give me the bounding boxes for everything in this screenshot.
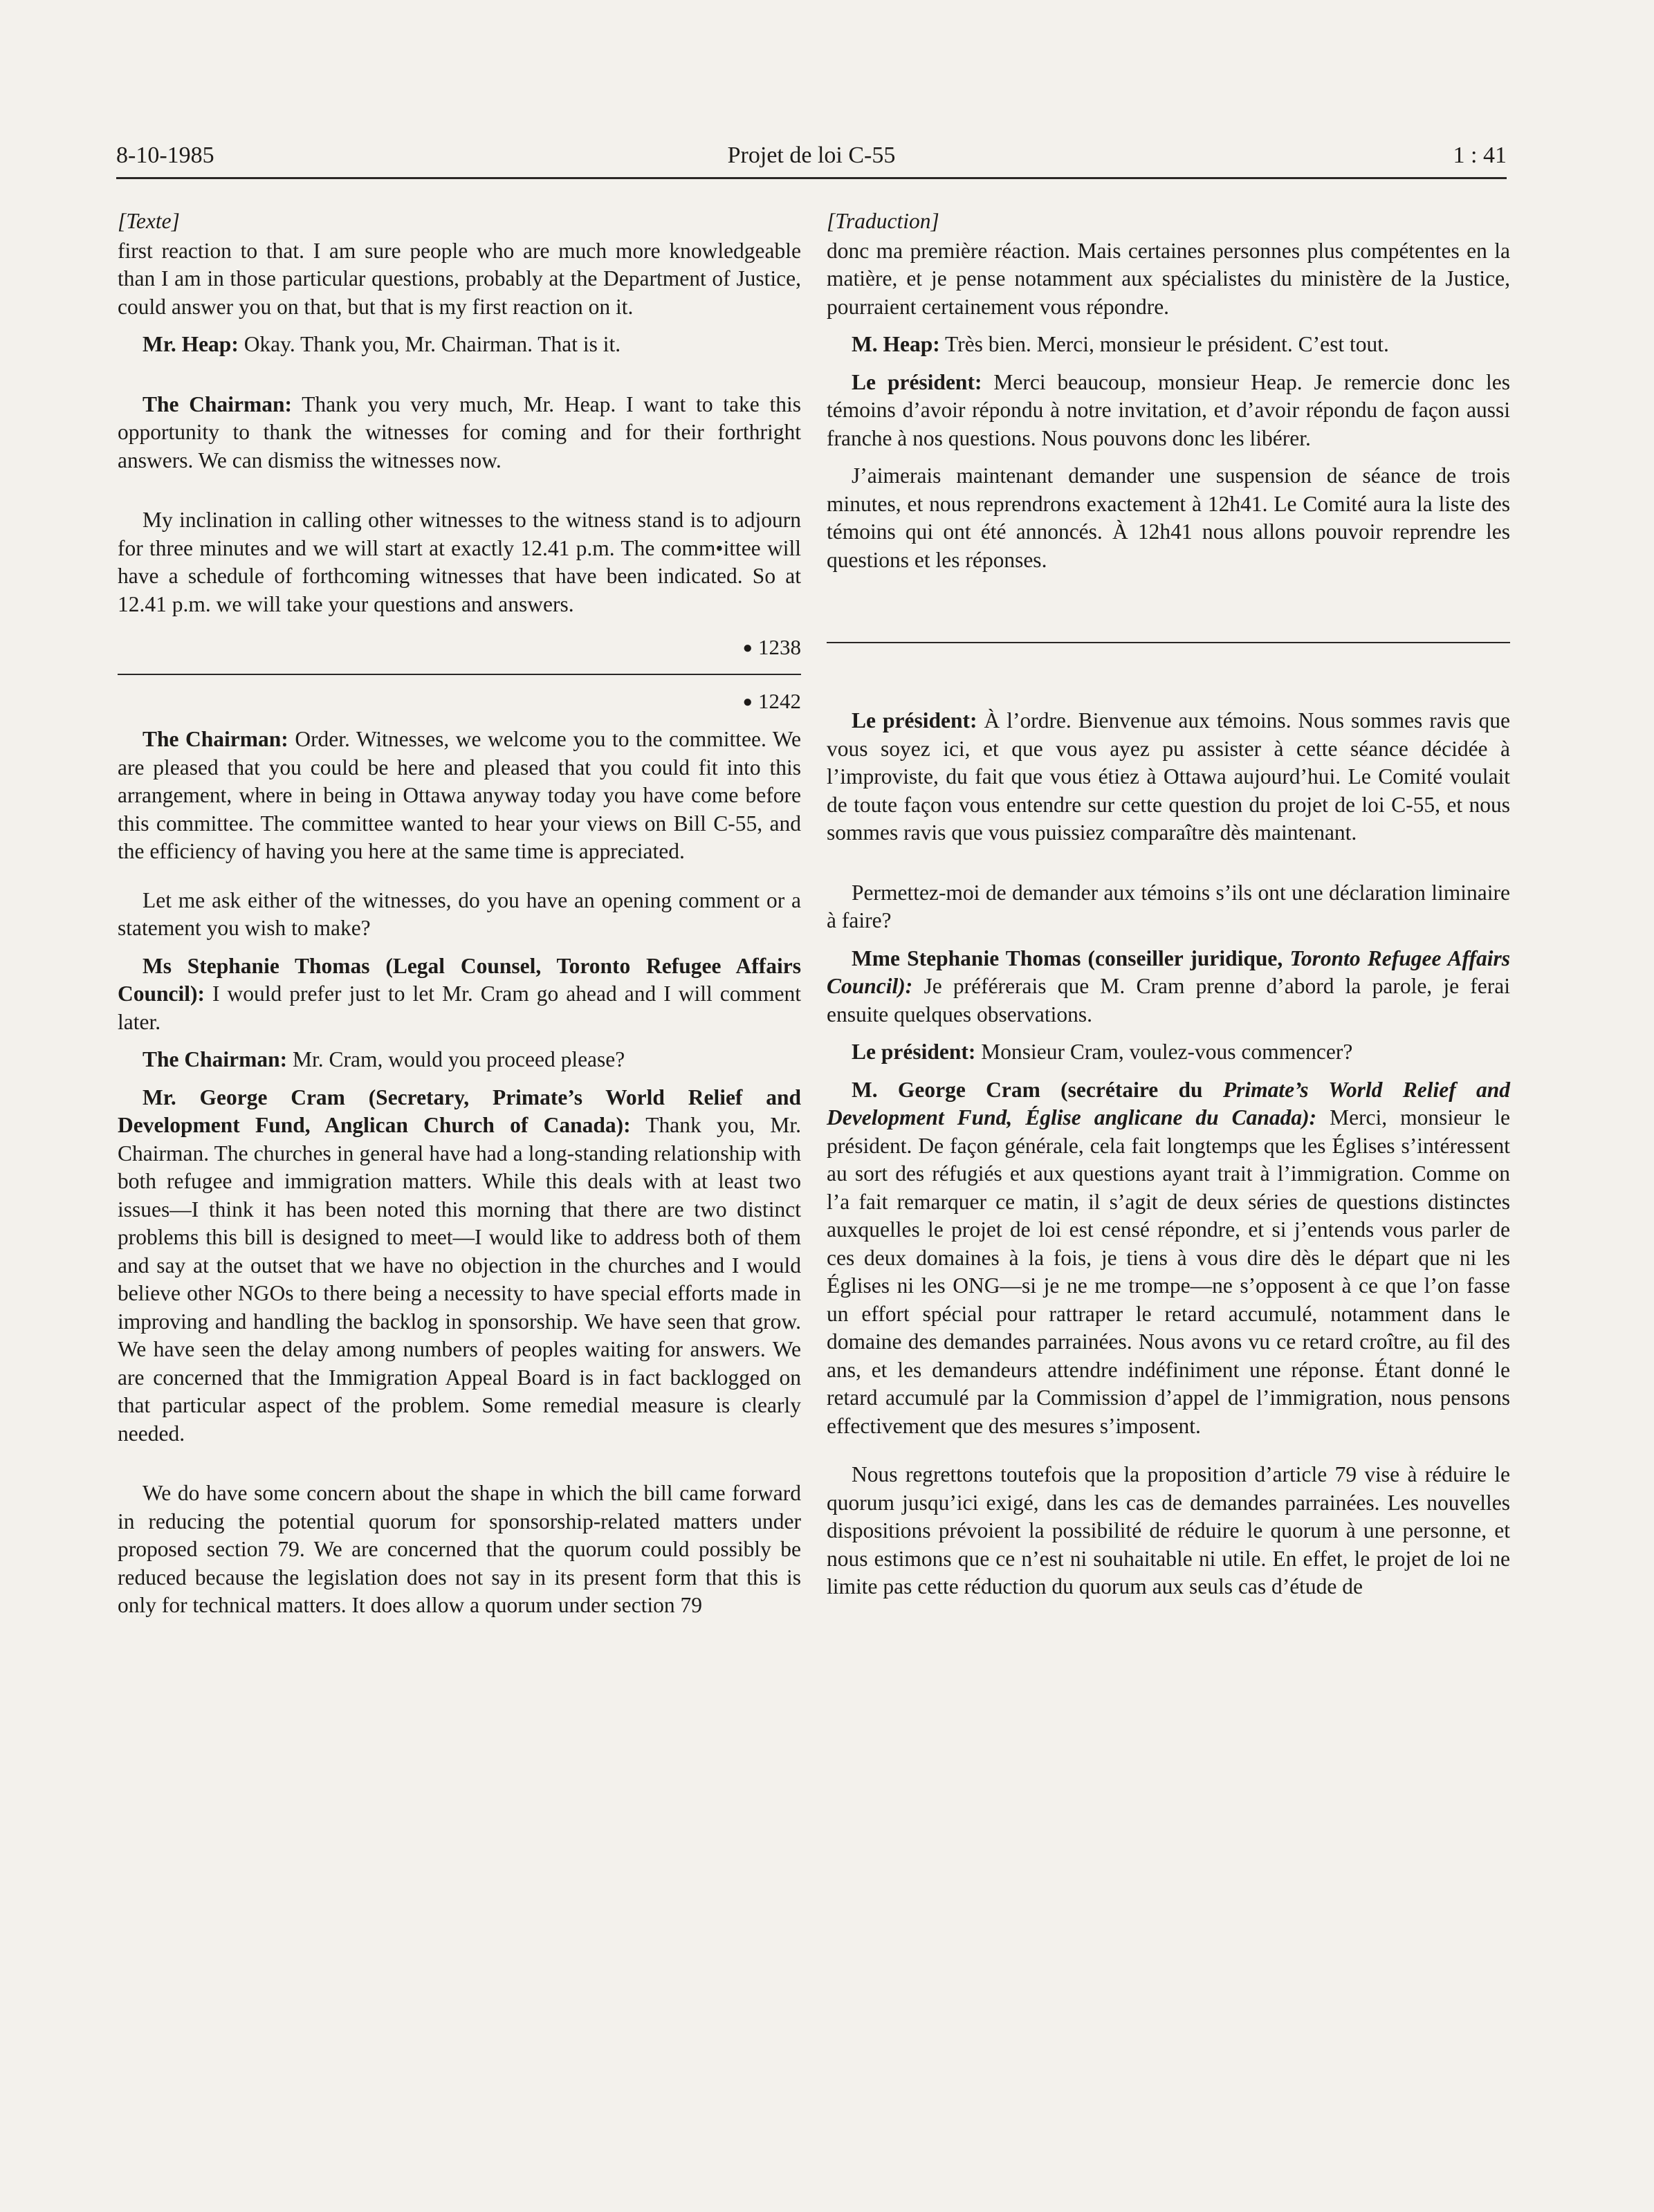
- speech-paragraph: [827, 1076, 1510, 1441]
- speaker-name: M. Heap:: [852, 332, 940, 356]
- speaker-name-part: Mme Stephanie Thomas (conseiller juridique,: [852, 946, 1290, 970]
- header-rule: [116, 177, 1507, 179]
- speech-text: Thank you, Mr. Chairman. The churches in general have had a long-standing relationship with both refugee and immigration matters. While this deals with at least two issues—I think it has been noted this morning that there are two distinct problems this bill is designed to meet—I would like to address both of them and say at the outset that we have no objection in the churches and I would believe other NGOs to there being a necessity to have special efforts made in improving and handling the backlog in sponsorship. We have seen that grow. We have seen the delay among numbers of peoples waiting for answers. We are concerned that the Immigration Appeal Board is in fact backlogged on that particular aspect of the problem. Some remedial measure is clearly needed.: [118, 1113, 801, 1446]
- paragraph: first reaction to that. I am sure people who are much more knowledgeable than I am in those particular questions, probably at the Department of Justice, could answer you on that, but that is my first reaction on it.: [118, 238, 801, 319]
- time-marker: [118, 634, 801, 663]
- page-header: [116, 142, 1507, 174]
- header-title: Projet de loi C-55: [727, 142, 896, 168]
- speaker-name: The Chairman:: [143, 727, 288, 751]
- section-divider: [827, 642, 1510, 643]
- speaker-name: Mr. George Cram (Secretary, Primate’s World Relief and Development Fund, Anglican Church of Canada):: [118, 1085, 801, 1137]
- paragraph: donc ma première réaction. Mais certaines personnes plus compétentes en la matière, et je pense notamment aux spécialistes du ministère de la Justice, pourraient certainement vous répondre.: [827, 238, 1510, 319]
- paragraph: J’aimerais maintenant demander une suspension de séance de trois minutes, et nous reprendrons exactement à 12h41. Le Comité aura la liste des témoins qui ont été annoncés. À 12h41 nous allons pouvoir reprendre les questions et les réponses.: [827, 463, 1510, 572]
- speech-paragraph: [827, 1038, 1510, 1067]
- speech-text: Je préférerais que M. Cram prenne d’abord la parole, je ferai ensuite quelques observations.: [827, 974, 1510, 1026]
- text-label: [Texte]: [118, 209, 180, 233]
- speech-paragraph: [118, 1046, 801, 1074]
- speech-paragraph: [118, 391, 801, 475]
- speech-paragraph: [118, 952, 801, 1037]
- bullet-icon: ●: [742, 639, 753, 657]
- speaker-name: Ms Stephanie Thomas (Legal Counsel, Toronto Refugee Affairs Council):: [118, 953, 801, 1006]
- speech-paragraph: [827, 369, 1510, 453]
- time-marker-value: 1242: [758, 688, 801, 713]
- speaker-name: The Chairman:: [143, 1047, 288, 1071]
- paragraph: My inclination in calling other witnesses to the witness stand is to adjourn for three minutes and we will start at exactly 12.41 p.m. The comm•ittee will have a schedule of forthcoming witnesses that have been indicated. So at 12.41 p.m. we will take your questions and answers.: [118, 508, 801, 616]
- bullet-icon: ●: [742, 692, 753, 711]
- english-column: [118, 208, 801, 1620]
- speaker-organization: Primate’s World Relief and Development Fund, Église anglicane du Canada):: [827, 1077, 1510, 1130]
- speech-text: Thank you very much, Mr. Heap. I want to take this opportunity to thank the witnesses for coming and for their forthright answers. We can dismiss the witnesses now.: [118, 391, 801, 472]
- speech-paragraph: [827, 331, 1510, 359]
- speech-paragraph: [827, 945, 1510, 1029]
- speech-text: Order. Witnesses, we welcome you to the committee. We are pleased that you could be here and pleased that you could fit into this arrangement, where in being in Ottawa anyway today you have come before this committee. The committee wanted to hear your views on Bill C-55, and the efficiency of having you here at the same time is appreciated.: [118, 727, 801, 863]
- paragraph: We do have some concern about the shape in which the bill came forward in reducing the potential quorum for sponsorship-related matters under proposed section 79. We are concerned that the quorum could possibly be reduced because the legislation does not say in its present form that this is only for technical matters. It does allow a quorum under section 79: [118, 1481, 801, 1617]
- header-date: 8-10-1985: [116, 142, 214, 168]
- paragraph: Nous regrettons toutefois que la proposition d’article 79 vise à réduire le quorum jusqu’ici exigé, dans les cas de demandes parrainées. Les nouvelles dispositions prévoient la possibilité de réduire le quorum à une personne, et nous estimons que ce n’est ni souhaitable ni utile. En effet, le projet de loi ne limite pas cette réduction du quorum aux seuls cas d’étude de: [827, 1462, 1510, 1598]
- speech-text: Très bien. Merci, monsieur le président. C’est tout.: [939, 332, 1389, 356]
- time-marker-value: 1238: [758, 635, 801, 659]
- speech-text: Merci beaucoup, monsieur Heap. Je remercie donc les témoins d’avoir répondu à notre invitation, et d’avoir répondu de façon aussi franche à nos questions. Nous pouvons donc les libérer.: [827, 369, 1510, 450]
- speech-text: Mr. Cram, would you proceed please?: [287, 1047, 625, 1071]
- speaker-name-part: M. George Cram (secrétaire du: [852, 1077, 1223, 1102]
- speaker-name: Le président:: [852, 708, 977, 732]
- paragraph: Let me ask either of the witnesses, do you have an opening comment or a statement you wish to make?: [118, 887, 801, 940]
- speech-text: I would prefer just to let Mr. Cram go ahead and I will comment later.: [118, 981, 801, 1034]
- speech-paragraph: [118, 726, 801, 866]
- speech-text: Merci, monsieur le président. De façon générale, cela fait longtemps que les Églises s’intéressent au sort des réfugiés et aux questions ayant trait à l’immigration. Comme on l’a fait remarquer ce matin, il s’agit de deux séries de questions distinctes auxquelles le projet de loi est censé répondre, et si j’entends vous parler de ces deux domaines à la fois, je tiens à vous dire dès le départ que ni les Églises ni les ONG—si je ne me trompe—ne s’opposent à ce que l’on fasse un effort spécial pour rattraper le retard accumulé, notamment dans le domaine des demandes parrainées. Nous avons vu ce retard croître, au fil des ans, et les demandeurs attendre indéfiniment une réponse. Étant donné le retard accumulé par la Commission d’appel de l’immigration, nous pensons effectivement que des mesures s’imposent.: [827, 1105, 1511, 1438]
- french-column: [827, 208, 1510, 1601]
- header-page-number: 1 : 41: [1453, 142, 1507, 168]
- section-divider: [118, 674, 801, 675]
- speech-text: Monsieur Cram, voulez-vous commencer?: [975, 1040, 1353, 1064]
- paragraph: Permettez-moi de demander aux témoins s’ils ont une déclaration liminaire à faire?: [827, 880, 1510, 932]
- speech-paragraph: [118, 1084, 801, 1448]
- speech-paragraph: [827, 707, 1510, 847]
- speaker-organization: Toronto Refugee Affairs Council):: [827, 946, 1510, 998]
- speaker-name: Mr. Heap:: [143, 332, 239, 356]
- speaker-name: Le président:: [852, 1040, 976, 1064]
- speaker-name: Le président:: [852, 369, 982, 394]
- speech-paragraph: [118, 331, 801, 359]
- speaker-name: The Chairman:: [143, 391, 292, 416]
- speech-text: Okay. Thank you, Mr. Chairman. That is it.: [238, 332, 621, 356]
- time-marker: [118, 688, 801, 717]
- speech-text: À l’ordre. Bienvenue aux témoins. Nous sommes ravis que vous soyez ici, et que vous ayez pu assister à cette séance décidée à l’improviste, du fait que vous étiez à Ottawa aujourd’hui. Le Comité voulait de toute façon vous entendre sur cette question du projet de loi C-55, et nous sommes ravis que vous puissiez comparaître dès maintenant.: [827, 708, 1511, 845]
- translation-label: [Traduction]: [827, 209, 939, 233]
